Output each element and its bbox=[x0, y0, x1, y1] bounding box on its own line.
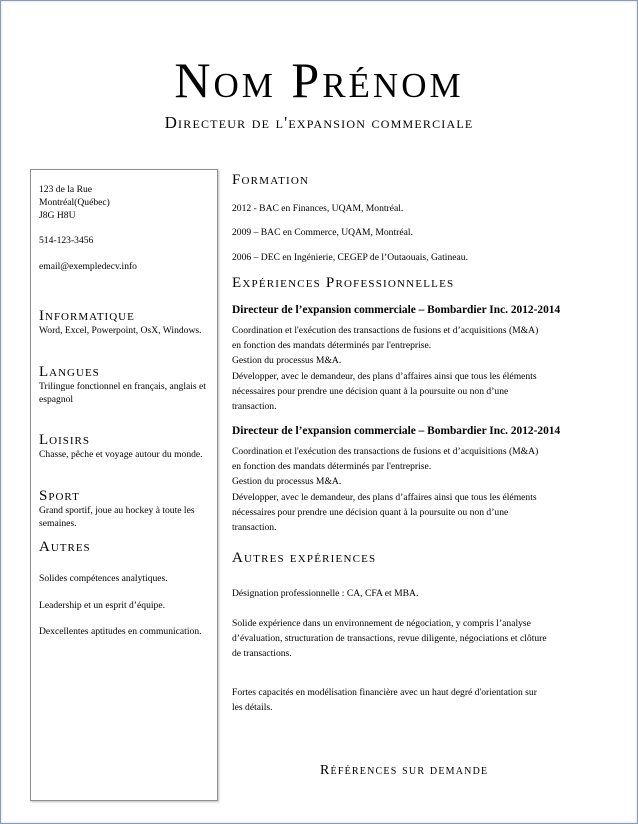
paragraph-line: de transactions. bbox=[232, 648, 292, 660]
job-description bbox=[232, 323, 616, 415]
job-line: transaction. bbox=[232, 401, 277, 413]
section-title-loisirs: Loisirs bbox=[39, 432, 91, 449]
formation-item: 2012 - BAC en Finances, UQAM, Montréal. bbox=[232, 203, 404, 214]
contact-postal: J8G H8U bbox=[39, 209, 76, 221]
job-line: transaction. bbox=[232, 522, 277, 534]
autres-experiences-designation: Désignation professionnelle : CA, CFA et MBA. bbox=[232, 588, 419, 600]
section-title-autres: Autres bbox=[39, 538, 91, 555]
autres-item: Dexcellentes aptitudes en communication. bbox=[39, 626, 202, 638]
contact-phone: 514-123-3456 bbox=[39, 235, 94, 247]
langues-text: Trilingue fonctionnel en français, anglais et espagnol bbox=[39, 380, 206, 405]
autres-experiences-paragraph bbox=[232, 685, 616, 716]
contact-email: email@exempledecv.info bbox=[39, 261, 137, 273]
job-line: Gestion du processus M&A. bbox=[232, 355, 342, 367]
sidebar bbox=[30, 169, 218, 801]
job-line: nécessaires pour prendre une décision quant à la poursuite ou non d’une bbox=[232, 506, 509, 518]
sidebar-content bbox=[39, 184, 211, 639]
candidate-name: Nom Prénom bbox=[174, 52, 464, 108]
job-line: en fonction des mandats déterminés par l'entreprise. bbox=[232, 460, 432, 472]
section-title-langues: Langues bbox=[39, 363, 100, 380]
job-heading: Directeur de l’expansion commerciale – Bombardier Inc. 2012-2014 bbox=[232, 303, 561, 316]
informatique-text: Word, Excel, Powerpoint, OsX, Windows. bbox=[39, 324, 202, 336]
job-line: Développer, avec le demandeur, des plans d’affaires ainsi que tous les éléments bbox=[232, 491, 537, 503]
references-footer: Références sur demande bbox=[320, 763, 489, 778]
loisirs-text: Chasse, pêche et voyage autour du monde. bbox=[39, 449, 203, 461]
job-heading: Directeur de l’expansion commerciale – Bombardier Inc. 2012-2014 bbox=[232, 424, 561, 437]
job-line: Coordination et l'exécution des transactions de fusions et d’acquisitions (M&A) bbox=[232, 445, 539, 457]
autres-item: Leadership et un esprit d’équipe. bbox=[39, 599, 166, 611]
job-line: Coordination et l'exécution des transactions de fusions et d’acquisitions (M&A) bbox=[232, 324, 539, 336]
autres-experiences-paragraph bbox=[232, 616, 616, 662]
paragraph-line: Solide expérience dans un environnement de négociation, y compris l’analyse bbox=[232, 617, 531, 629]
section-title-informatique: Informatique bbox=[39, 307, 135, 324]
paragraph-line: les détails. bbox=[232, 701, 273, 713]
contact-street: 123 de la Rue bbox=[39, 184, 93, 195]
autres-item: Solides compétences analytiques. bbox=[39, 572, 168, 584]
job-line: nécessaires pour prendre une décision quant à la poursuite ou non d’une bbox=[232, 386, 509, 398]
section-title-sport: Sport bbox=[39, 488, 80, 505]
paragraph-line: d’évaluation, structuration de transactions, revue diligente, négociations et clôture bbox=[232, 633, 547, 645]
job-title: Directeur de l'expansion commerciale bbox=[164, 113, 474, 132]
sport-text: Grand sportif, joue au hockey à toute les semaines. bbox=[39, 505, 195, 529]
job-description bbox=[232, 444, 616, 536]
formation-item: 2006 – DEC en Ingénierie, CEGEP de l’Outaouais, Gatineau. bbox=[232, 251, 468, 263]
contact-city: Montréal(Québec) bbox=[39, 196, 110, 208]
job-line: Gestion du processus M&A. bbox=[232, 476, 342, 488]
section-title-formation: Formation bbox=[232, 172, 310, 188]
paragraph-line: Fortes capacités en modélisation financière avec un haut degré d'orientation sur bbox=[232, 686, 537, 698]
section-title-autres-experiences: Autres expériences bbox=[232, 550, 377, 567]
main-column bbox=[232, 171, 616, 715]
job-line: Développer, avec le demandeur, des plans d’affaires ainsi que tous les éléments bbox=[232, 370, 537, 382]
section-title-experiences: Expériences Professionnelles bbox=[232, 274, 455, 291]
job-line: en fonction des mandats déterminés par l'entreprise. bbox=[232, 340, 432, 352]
formation-item: 2009 – BAC en Commerce, UQAM, Montréal. bbox=[232, 227, 413, 239]
